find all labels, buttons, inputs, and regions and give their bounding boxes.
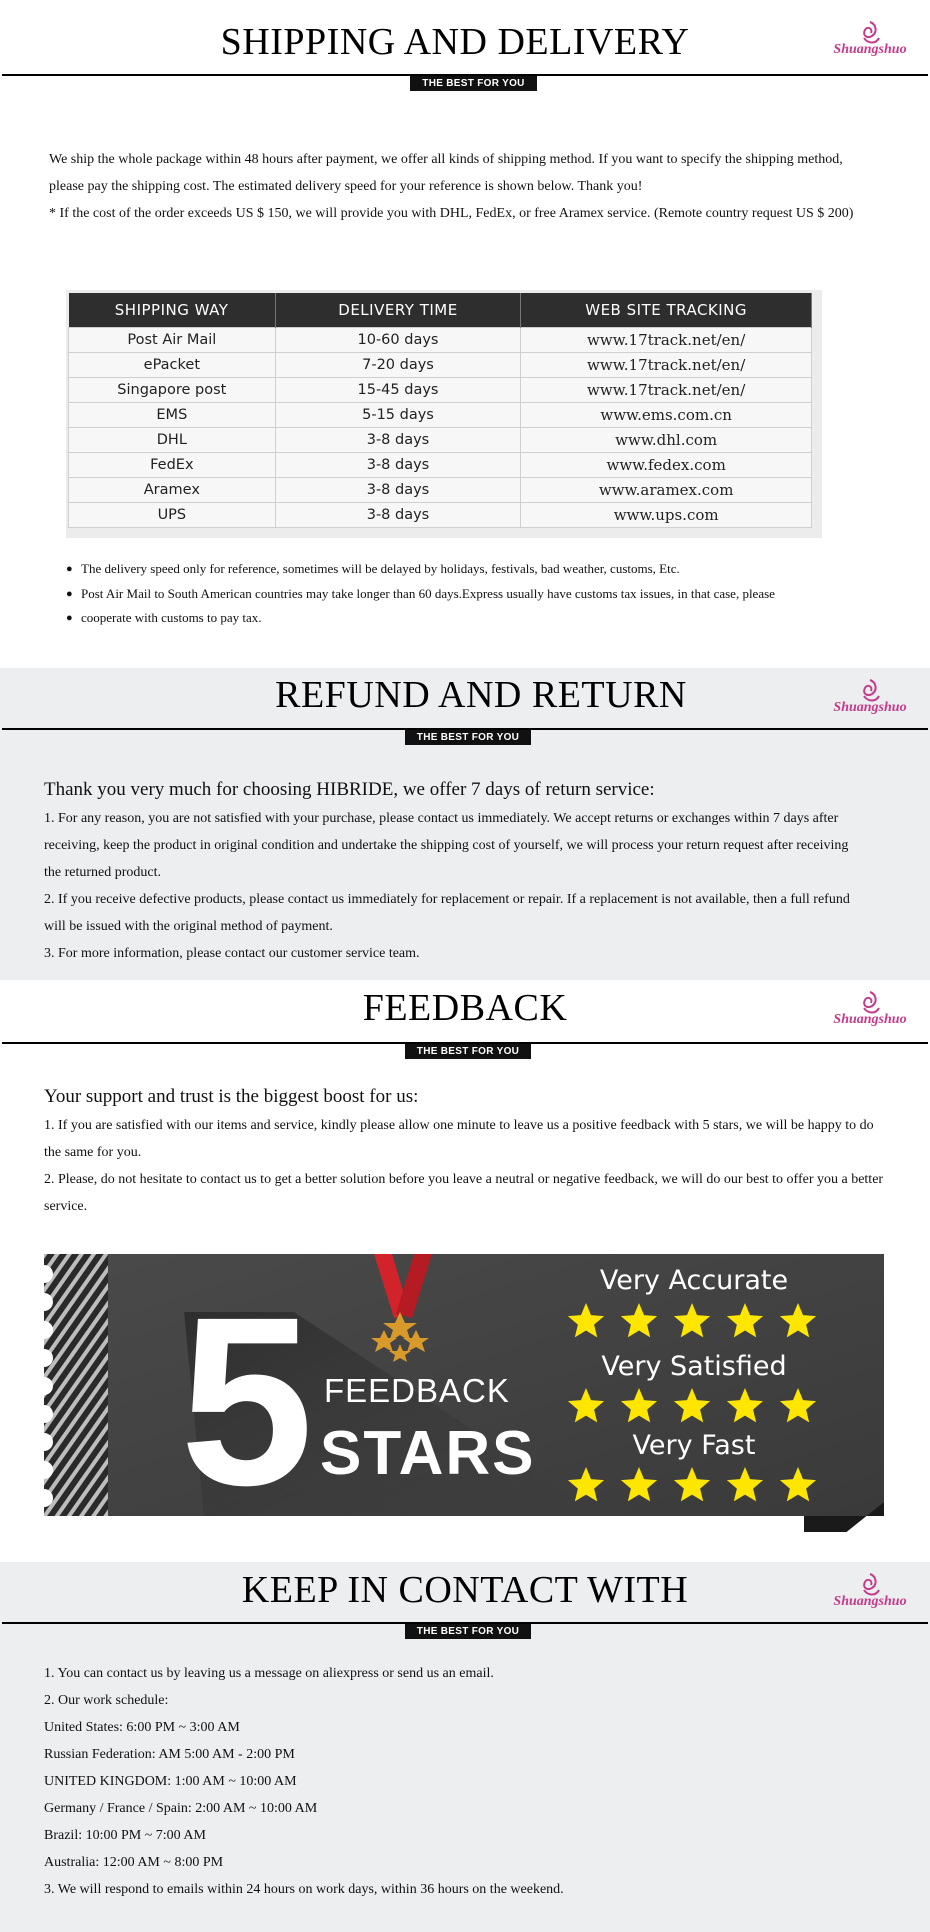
tracking-site-cell: www.aramex.com bbox=[521, 477, 812, 502]
refund-item-3: 3. For more information, please contact our customer service team. bbox=[44, 946, 420, 961]
refund-badge: THE BEST FOR YOU bbox=[405, 730, 531, 745]
rating-label-satisfied: Very Satisfied bbox=[601, 1351, 787, 1382]
shipping-table-header bbox=[69, 293, 812, 327]
refund-body bbox=[44, 775, 864, 967]
table-row bbox=[69, 477, 812, 502]
schedule-russia: Russian Federation: AM 5:00 AM - 2:00 PM bbox=[44, 1747, 295, 1762]
tracking-site-cell: www.dhl.com bbox=[521, 427, 812, 452]
brand-logo bbox=[820, 20, 920, 70]
shipping-table-container bbox=[66, 290, 822, 538]
delivery-time-cell: 3-8 days bbox=[275, 427, 521, 452]
list-item: ● cooperate with customs to pay tax. bbox=[66, 606, 775, 631]
schedule-us: United States: 6:00 PM ~ 3:00 AM bbox=[44, 1720, 240, 1735]
schedule-eu: Germany / France / Spain: 2:00 AM ~ 10:00 AM bbox=[44, 1801, 318, 1816]
banner-scallops bbox=[44, 1265, 53, 1507]
delivery-time-cell: 3-8 days bbox=[275, 477, 521, 502]
banner-stars-word: STARS bbox=[320, 1419, 536, 1488]
refund-item-1: 1. For any reason, you are not satisfied with your purchase, please contact us immediately. We accept returns or exchanges within 7 days after receiving, keep the product in original condition and undertake the shipping cost of yourself, we will process your return request after receiving the returned product. bbox=[44, 811, 849, 880]
shipping-way-cell: DHL bbox=[69, 427, 276, 452]
delivery-time-cell: 3-8 days bbox=[275, 452, 521, 477]
contact-line: 3. We will respond to emails within 24 hours on work days, within 36 hours on the weekend. bbox=[44, 1882, 564, 1897]
tracking-site-cell: www.ems.com.cn bbox=[521, 402, 812, 427]
feedback-stars-banner bbox=[44, 1252, 884, 1532]
rating-label-accurate: Very Accurate bbox=[599, 1265, 789, 1296]
table-row bbox=[69, 327, 812, 352]
refund-title: REFUND AND RETURN bbox=[275, 674, 687, 716]
delivery-time-cell: 10-60 days bbox=[275, 327, 521, 352]
rating-label-fast: Very Fast bbox=[632, 1430, 756, 1461]
shipping-intro bbox=[49, 146, 875, 227]
contact-section bbox=[0, 1562, 930, 1932]
shipping-way-cell: Singapore post bbox=[69, 377, 276, 402]
banner-stripes bbox=[44, 1254, 108, 1516]
brand-name: Shuangshuo bbox=[833, 1012, 907, 1027]
shipping-badge: THE BEST FOR YOU bbox=[410, 76, 537, 91]
tracking-site-cell: www.ups.com bbox=[521, 502, 812, 527]
table-row bbox=[69, 452, 812, 477]
table-row bbox=[69, 377, 812, 402]
schedule-australia: Australia: 12:00 AM ~ 8:00 PM bbox=[44, 1855, 224, 1870]
tracking-site-cell: www.17track.net/en/ bbox=[521, 327, 812, 352]
column-header-delivery-time: DELIVERY TIME bbox=[275, 293, 521, 327]
table-row bbox=[69, 402, 812, 427]
shipping-intro-line-2: * If the cost of the order exceeds US $ 150, we will provide you with DHL, FedEx, or free Aramex service. (Remote country request US $ 200) bbox=[49, 206, 854, 221]
column-header-tracking: WEB SITE TRACKING bbox=[521, 293, 812, 327]
feedback-title: FEEDBACK bbox=[362, 987, 568, 1029]
brand-name: Shuangshuo bbox=[833, 1594, 907, 1609]
table-row bbox=[69, 502, 812, 527]
tracking-site-cell: www.fedex.com bbox=[521, 452, 812, 477]
feedback-badge: THE BEST FOR YOU bbox=[405, 1044, 531, 1059]
contact-badge: THE BEST FOR YOU bbox=[405, 1624, 531, 1639]
schedule-brazil: Brazil: 10:00 PM ~ 7:00 AM bbox=[44, 1828, 206, 1843]
delivery-time-cell: 7-20 days bbox=[275, 352, 521, 377]
table-row bbox=[69, 427, 812, 452]
contact-body bbox=[44, 1660, 886, 1903]
shipping-way-cell: Aramex bbox=[69, 477, 276, 502]
banner-feedback-word: FEEDBACK bbox=[324, 1372, 510, 1409]
schedule-uk: UNITED KINGDOM: 1:00 AM ~ 10:00 AM bbox=[44, 1774, 297, 1789]
shipping-notes bbox=[66, 557, 775, 631]
big-five-number: 5 bbox=[180, 1267, 314, 1532]
shipping-way-cell: EMS bbox=[69, 402, 276, 427]
refund-item-2: 2. If you receive defective products, please contact us immediately for replacement or repair. If a replacement is not available, then a full refund will be issued with the original method of payment. bbox=[44, 892, 850, 934]
shipping-section bbox=[0, 0, 930, 668]
column-header-shipping-way: SHIPPING WAY bbox=[69, 293, 276, 327]
shipping-table bbox=[68, 293, 812, 528]
contact-title: KEEP IN CONTACT WITH bbox=[241, 1569, 689, 1611]
table-row bbox=[69, 352, 812, 377]
shipping-way-cell: FedEx bbox=[69, 452, 276, 477]
contact-line: 1. You can contact us by leaving us a message on aliexpress or send us an email. bbox=[44, 1666, 494, 1681]
delivery-time-cell: 3-8 days bbox=[275, 502, 521, 527]
refund-section bbox=[0, 668, 930, 980]
brand-logo bbox=[820, 678, 920, 728]
delivery-time-cell: 5-15 days bbox=[275, 402, 521, 427]
refund-lead: Thank you very much for choosing HIBRIDE, we offer 7 days of return service: bbox=[44, 779, 655, 800]
brand-logo bbox=[820, 1572, 920, 1622]
brand-name: Shuangshuo bbox=[833, 700, 907, 715]
shipping-way-cell: ePacket bbox=[69, 352, 276, 377]
shipping-way-cell: Post Air Mail bbox=[69, 327, 276, 352]
tracking-site-cell: www.17track.net/en/ bbox=[521, 352, 812, 377]
brand-logo bbox=[820, 990, 920, 1040]
list-item: ● The delivery speed only for reference, sometimes will be delayed by holidays, festivals, bad weather, customs, Etc. bbox=[66, 557, 775, 582]
feedback-body bbox=[44, 1082, 886, 1220]
shipping-title: SHIPPING AND DELIVERY bbox=[220, 21, 690, 63]
brand-name: Shuangshuo bbox=[833, 42, 907, 57]
delivery-time-cell: 15-45 days bbox=[275, 377, 521, 402]
list-item: ● Post Air Mail to South American countries may take longer than 60 days.Express usually have customs tax issues, in that case, please bbox=[66, 582, 775, 607]
feedback-item-2: 2. Please, do not hesitate to contact us to get a better solution before you leave a neutral or negative feedback, we will do our best to offer you a better service. bbox=[44, 1172, 884, 1214]
feedback-lead: Your support and trust is the biggest boost for us: bbox=[44, 1086, 419, 1107]
shipping-way-cell: UPS bbox=[69, 502, 276, 527]
tracking-site-cell: www.17track.net/en/ bbox=[521, 377, 812, 402]
contact-line: 2. Our work schedule: bbox=[44, 1693, 169, 1708]
feedback-item-1: 1. If you are satisfied with our items and service, kindly please allow one minute to leave us a positive feedback with 5 stars, we will be happy to do the same for you. bbox=[44, 1118, 874, 1160]
shipping-intro-line-1: We ship the whole package within 48 hours after payment, we offer all kinds of shipping method. If you want to specify the shipping method, please pay the shipping cost. The estimated delivery speed for your reference is shown below. Thank you! bbox=[49, 152, 843, 194]
